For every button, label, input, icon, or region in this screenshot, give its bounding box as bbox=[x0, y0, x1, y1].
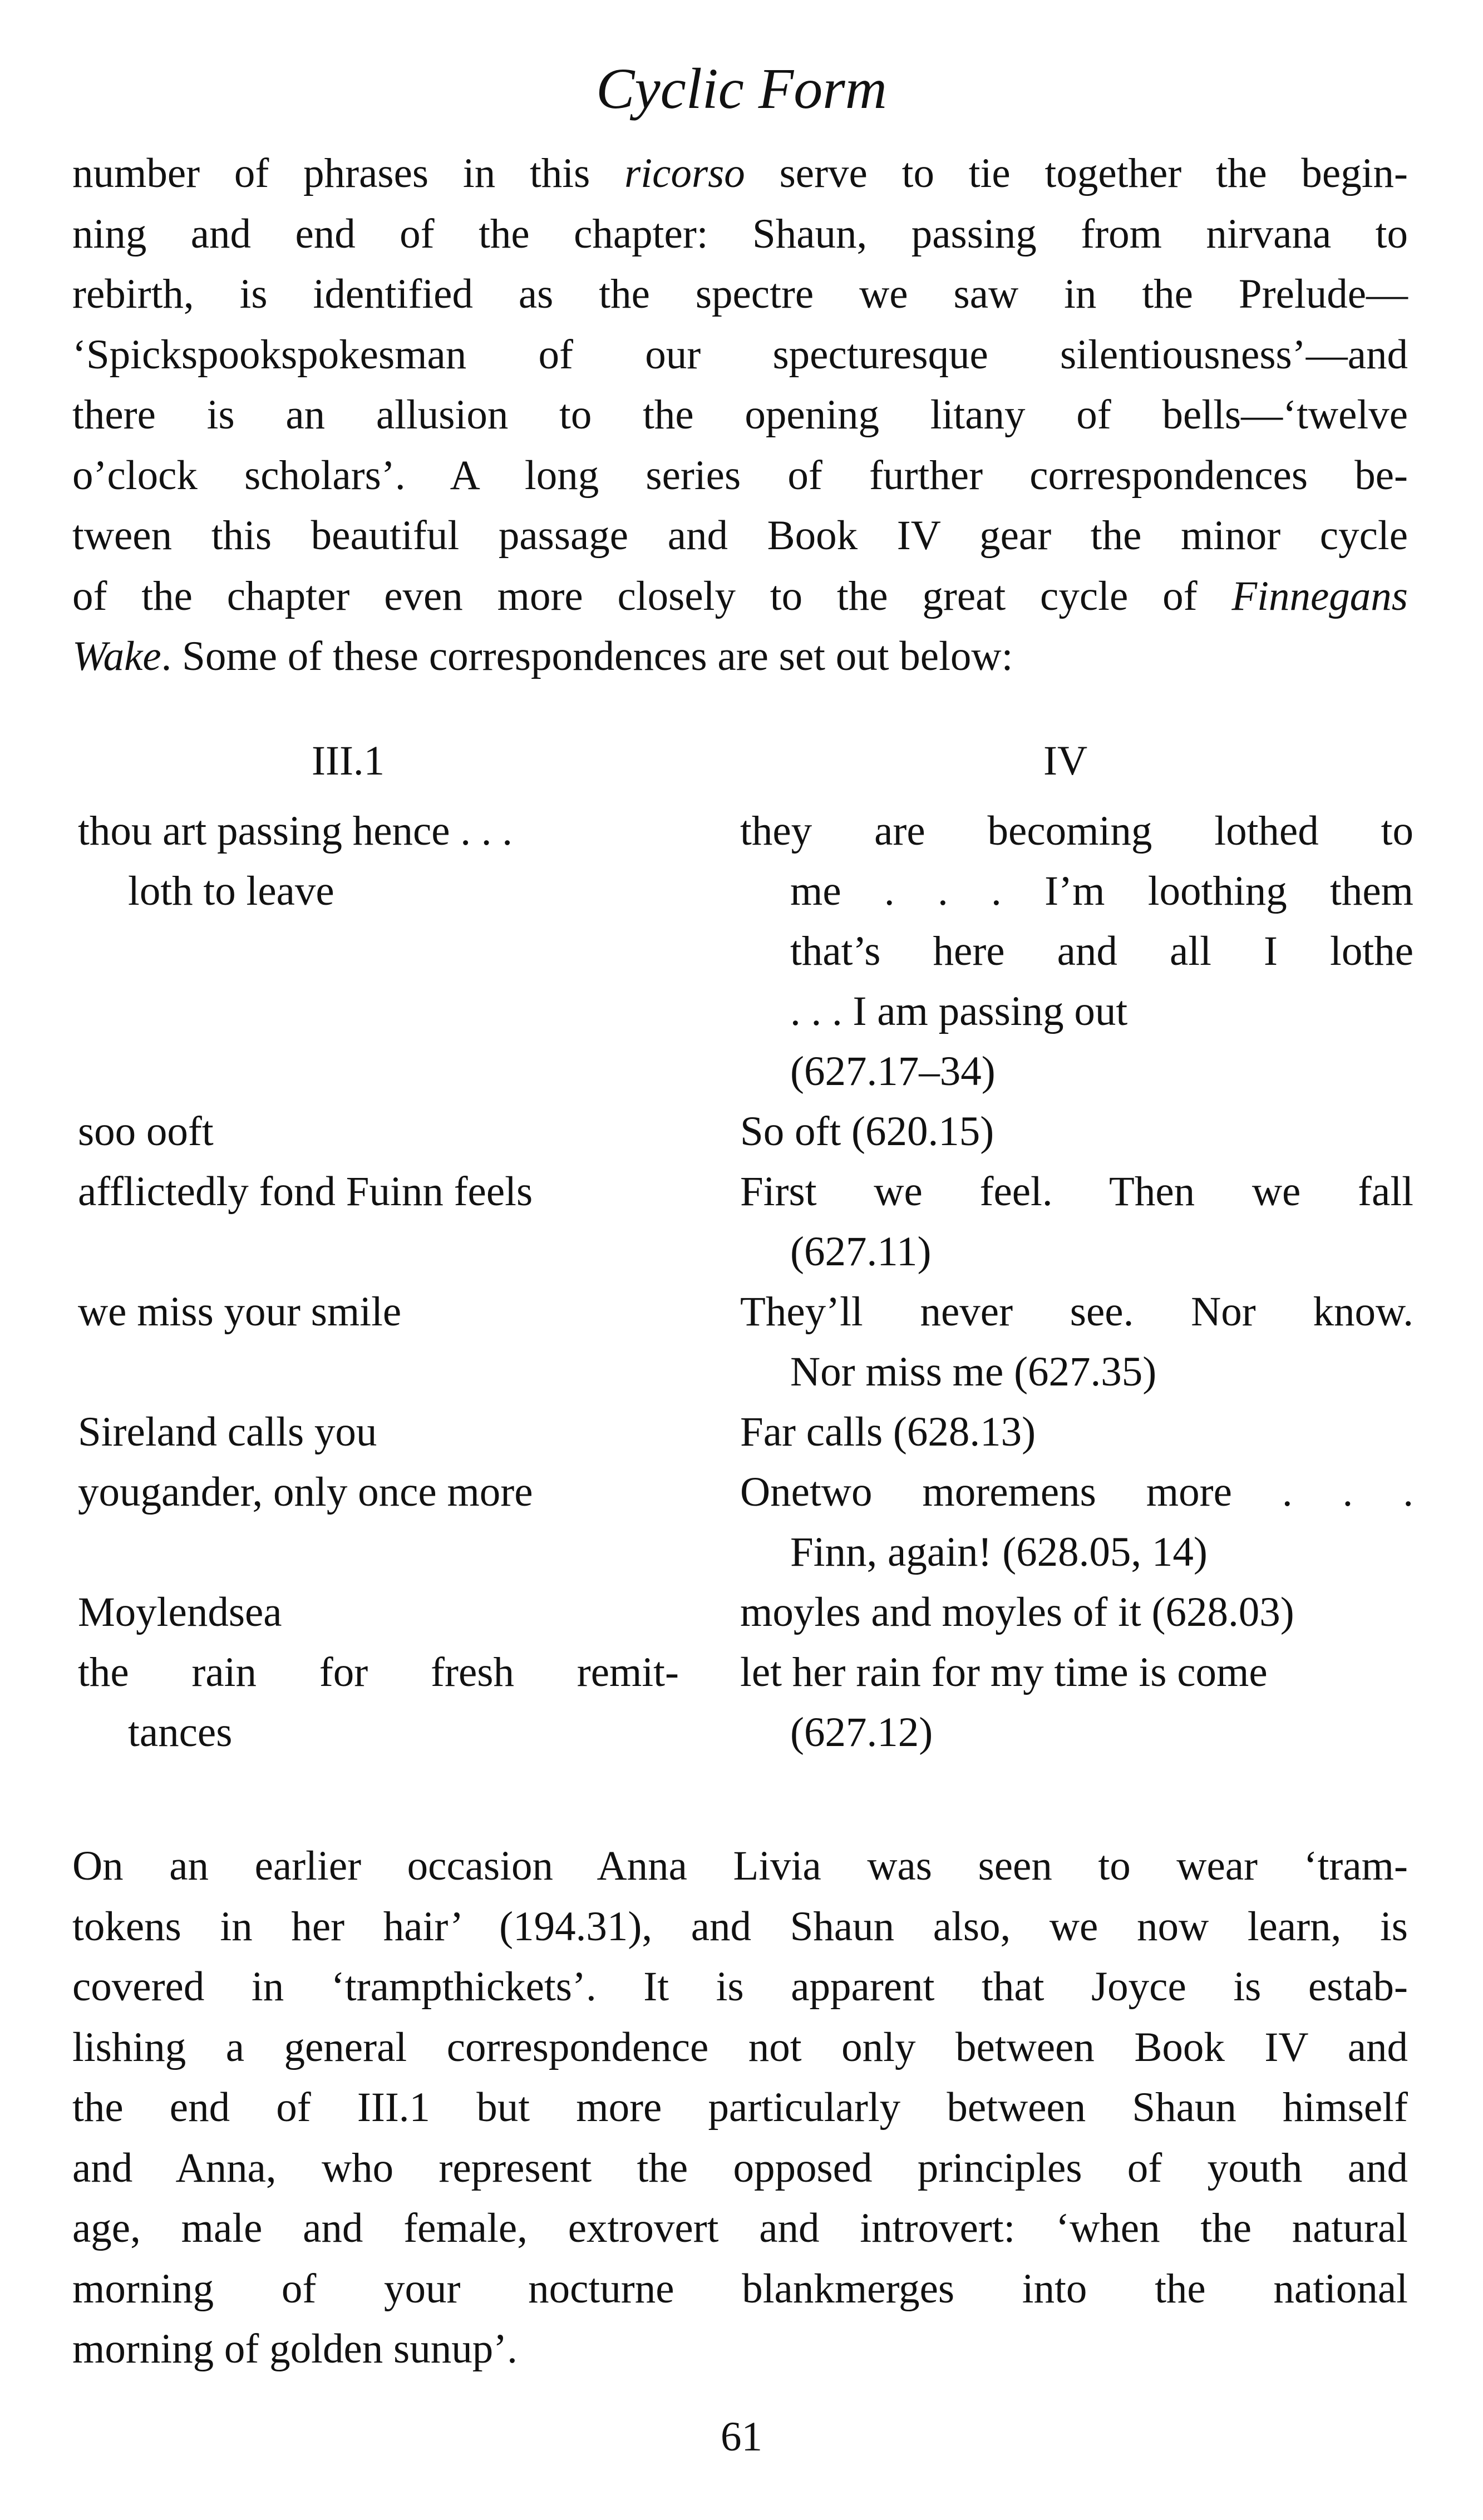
text-line: age, male and female, extrovert and introvert: ‘when the natural bbox=[72, 2205, 1408, 2251]
table-cell-iii-1 bbox=[78, 1462, 679, 1522]
text-line: morning of your nocturne blankmerges into the national bbox=[72, 2265, 1408, 2312]
cell-line: First we feel. Then we fall bbox=[740, 1168, 1413, 1215]
text-line: rebirth, is identified as the spectre we saw in the Prelude— bbox=[72, 271, 1408, 317]
cell-line: Onetwo moremens more . . . bbox=[740, 1469, 1413, 1515]
table-cell-iv bbox=[740, 1462, 1413, 1582]
paragraph-conclusion bbox=[72, 1836, 1408, 2380]
table-cell-iii-1 bbox=[78, 1162, 679, 1222]
page-number: 61 bbox=[721, 2414, 762, 2460]
table-cell-iv bbox=[740, 1582, 1413, 1643]
text-line: morning of golden sunup’. bbox=[72, 2326, 518, 2372]
table-cell-iii-1 bbox=[78, 1643, 679, 1763]
cell-line: that’s here and all I lothe bbox=[790, 928, 1413, 974]
text-line: there is an allusion to the opening litany of bells—‘twelve bbox=[72, 392, 1408, 438]
column-heading-iii-1: III.1 bbox=[312, 738, 385, 784]
text-line: ning and end of the chapter: Shaun, passing from nirvana to bbox=[72, 210, 1408, 257]
table-cell-iv bbox=[740, 1102, 1413, 1162]
cell-line: (627.17–34) bbox=[790, 1048, 996, 1094]
text-line: ‘Spickspookspokesman of our specturesque silentiousness’—and bbox=[72, 331, 1408, 378]
cell-line: the rain for fresh remit- bbox=[78, 1649, 679, 1695]
table-cell-iv bbox=[740, 1643, 1413, 1763]
table-cell-iv bbox=[740, 1162, 1413, 1282]
table-cell-iii-1 bbox=[78, 1282, 679, 1342]
cell-line: yougander, only once more bbox=[78, 1469, 533, 1515]
table-cell-iii-1 bbox=[78, 1402, 679, 1462]
cell-line: loth to leave bbox=[128, 868, 334, 914]
cell-line: tances bbox=[128, 1709, 233, 1755]
cell-line: moyles and moyles of it (628.03) bbox=[740, 1589, 1294, 1635]
paragraph-intro bbox=[72, 144, 1408, 687]
table-cell-iii-1 bbox=[78, 1582, 679, 1643]
column-heading-iv: IV bbox=[1043, 738, 1088, 784]
cell-line: me . . . I’m loothing them bbox=[790, 868, 1413, 914]
cell-line: They’ll never see. Nor know. bbox=[740, 1289, 1413, 1335]
text-line: Wake. Some of these correspondences are set out below: bbox=[72, 633, 1013, 679]
table-cell-iv bbox=[740, 1282, 1413, 1402]
table-cell-iv bbox=[740, 801, 1413, 1102]
text-line: o’clock scholars’. A long series of further correspondences be- bbox=[72, 452, 1408, 499]
running-head: Cyclic Form bbox=[596, 57, 887, 121]
cell-line: they are becoming lothed to bbox=[740, 808, 1413, 854]
text-line: of the chapter even more closely to the great cycle of Finnegans bbox=[72, 573, 1408, 619]
text-line: the end of III.1 but more particularly between Shaun himself bbox=[72, 2084, 1408, 2131]
cell-line: Moylendsea bbox=[78, 1589, 282, 1635]
cell-line: soo ooft bbox=[78, 1108, 214, 1155]
text-line: and Anna, who represent the opposed principles of youth and bbox=[72, 2144, 1408, 2191]
cell-line: So oft (620.15) bbox=[740, 1108, 994, 1155]
text-line: tween this beautiful passage and Book IV gear the minor cycle bbox=[72, 512, 1408, 559]
text-line: covered in ‘trampthickets’. It is apparent that Joyce is estab- bbox=[72, 1964, 1408, 2010]
cell-line: Sireland calls you bbox=[78, 1409, 377, 1455]
text-line: number of phrases in this ricorso serve to tie together the begin- bbox=[72, 150, 1408, 196]
text-line: lishing a general correspondence not only between Book IV and bbox=[72, 2024, 1408, 2070]
cell-line: (627.12) bbox=[790, 1709, 933, 1755]
cell-line: afflictedly fond Fuinn feels bbox=[78, 1168, 533, 1215]
cell-line: we miss your smile bbox=[78, 1289, 402, 1335]
text-line: tokens in her hair’ (194.31), and Shaun also, we now learn, is bbox=[72, 1903, 1408, 1950]
table-cell-iii-1 bbox=[78, 801, 679, 921]
cell-line: thou art passing hence . . . bbox=[78, 808, 513, 854]
cell-line: (627.11) bbox=[790, 1229, 932, 1275]
cell-line: Finn, again! (628.05, 14) bbox=[790, 1529, 1208, 1575]
table-cell-iii-1 bbox=[78, 1102, 679, 1162]
text-line: On an earlier occasion Anna Livia was seen to wear ‘tram- bbox=[72, 1843, 1408, 1889]
cell-line: let her rain for my time is come bbox=[740, 1649, 1268, 1695]
table-cell-iv bbox=[740, 1402, 1413, 1462]
cell-line: Far calls (628.13) bbox=[740, 1409, 1036, 1455]
cell-line: . . . I am passing out bbox=[790, 988, 1128, 1034]
cell-line: Nor miss me (627.35) bbox=[790, 1349, 1157, 1395]
